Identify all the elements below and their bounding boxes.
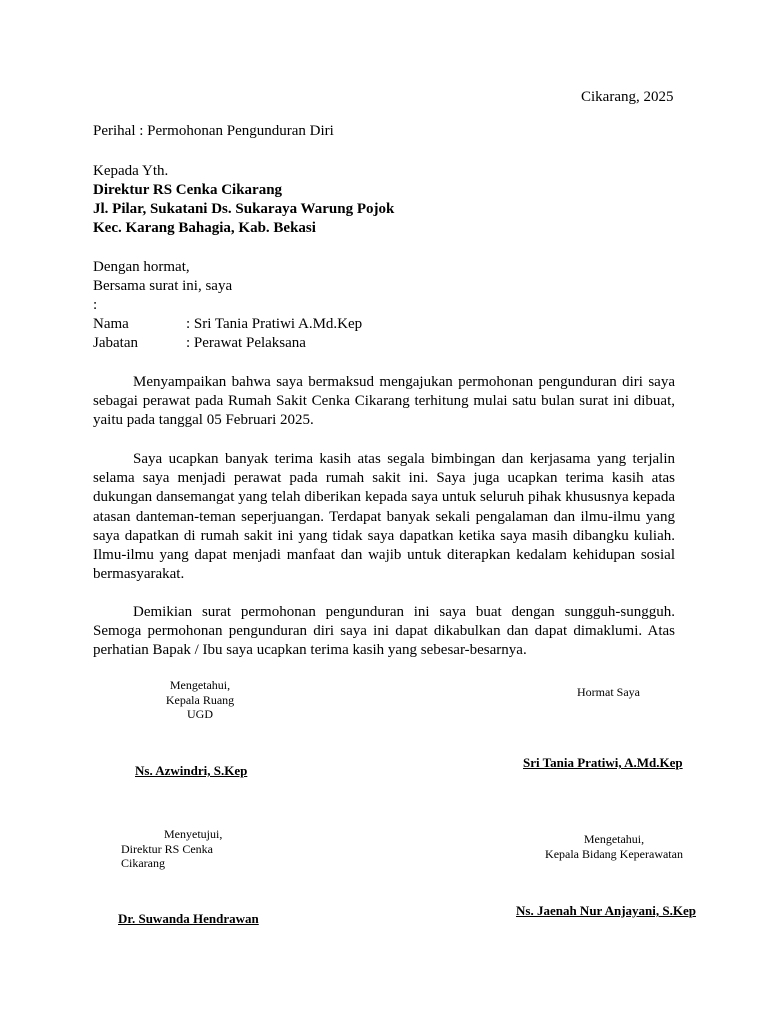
name-label: Nama [93, 316, 129, 332]
nursing-head-caption-line-1: Mengetahui, [583, 832, 645, 846]
head-nurse-caption [145, 678, 255, 722]
body-paragraph-1: Menyampaikan bahwa saya bermaksud mengajukan permohonan pengunduran diri saya sebagai perawat pada Rumah Sakit Cenka Cikarang terhitung mulai satu bulan surat ini dibuat, yaitu pada tanggal 05 Februari 2025. [93, 374, 675, 429]
nursing-head-signature-name: Ns. Jaenah Nur Anjayani, S.Kep [516, 903, 696, 918]
recipient-line-1: Direktur RS Cenka Cikarang [93, 182, 283, 198]
head-nurse-signature-name: Ns. Azwindri, S.Kep [135, 763, 248, 778]
intro-line: Bersama surat ini, saya [93, 278, 233, 294]
director-caption [121, 827, 222, 871]
director-caption-line-2: Direktur RS Cenka [121, 841, 213, 856]
head-nurse-caption-line-1: Mengetahui, [169, 678, 231, 692]
date-line: Cikarang, 2025 [581, 89, 674, 105]
sender-signature-name: Sri Tania Pratiwi, A.Md.Kep [523, 755, 683, 770]
salutation: Dengan hormat, [93, 259, 190, 275]
body-paragraph-3: Demikian surat permohonan pengunduran ini saya buat dengan sungguh-sungguh. Semoga permohonan pengunduran diri saya ini dapat dikabulkan dan dapat dimaklumi. Atas perhatian Bapak / Ibu saya ucapkan terima kasih yang sebesar-besarnya. [93, 604, 675, 659]
nursing-head-caption-line-2: Kepala Bidang Keperawatan [545, 846, 683, 861]
name-value: : Sri Tania Pratiwi A.Md.Kep [186, 316, 363, 332]
head-nurse-caption-line-3: UGD [187, 707, 213, 721]
director-signature-name: Dr. Suwanda Hendrawan [118, 911, 259, 926]
position-label: Jabatan [93, 335, 138, 351]
director-caption-line-1: Menyetujui, [164, 827, 223, 841]
recipient-greeting: Kepada Yth. [93, 163, 169, 179]
nursing-head-caption [528, 832, 700, 861]
recipient-line-3: Kec. Karang Bahagia, Kab. Bekasi [93, 220, 316, 236]
head-nurse-caption-line-2: Kepala Ruang [165, 692, 235, 707]
body-paragraph-2: Saya ucapkan banyak terima kasih atas segala bimbingan dan kerjasama yang terjalin selama saya menjadi perawat pada rumah sakit ini. Saya juga ucapkan terima kasih atas dukungan dansemangat yang telah diberikan kepada saya untuk seluruh pihak khususnya kepada atasan danteman-teman seperjuangan. Terdapat banyak sekali pengalaman dan ilmu-ilmu yang saya dapatkan di rumah sakit ini yang tidak saya dapatkan ketika saya masih dibangku kuliah. Ilmu-ilmu yang dapat menjadi manfaat dan wajib untuk diterapkan kedalam kehidupan sosial bermasyarakat. [93, 451, 675, 583]
subject-line: Perihal : Permohonan Pengunduran Diri [93, 123, 334, 139]
sender-caption: Hormat Saya [577, 685, 640, 699]
intro-colon: : [93, 297, 98, 313]
recipient-line-2: Jl. Pilar, Sukatani Ds. Sukaraya Warung Pojok [93, 201, 395, 217]
director-caption-line-3: Cikarang [121, 856, 165, 870]
position-value: : Perawat Pelaksana [186, 335, 306, 351]
